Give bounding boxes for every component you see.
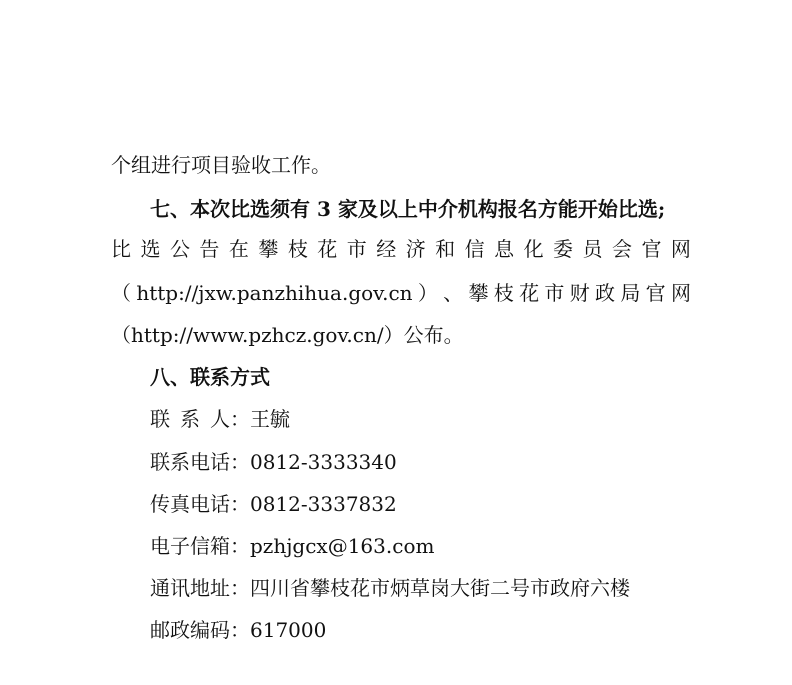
char: 官 bbox=[641, 237, 662, 261]
contact-label bbox=[150, 406, 230, 432]
paren-open: （ bbox=[111, 281, 131, 305]
char: 选 bbox=[140, 237, 161, 261]
paren-close: ） bbox=[417, 281, 438, 305]
section-7-line-4: （http://www.pzhcz.gov.cn/）公布。 bbox=[111, 323, 464, 347]
char: 攀 bbox=[468, 281, 489, 305]
char: 市 bbox=[346, 237, 367, 261]
contact-value: 0812-3337832 bbox=[250, 492, 397, 516]
char: 信 bbox=[464, 237, 485, 261]
char: 财 bbox=[569, 281, 590, 305]
section-7-line-2 bbox=[111, 236, 691, 262]
char: 局 bbox=[620, 281, 641, 305]
char: 网 bbox=[670, 237, 691, 261]
char: 枝 bbox=[493, 281, 514, 305]
contact-value: 四川省攀枝花市炳草岗大街二号市政府六楼 bbox=[250, 576, 630, 600]
section-7-line-3 bbox=[111, 280, 691, 306]
contact-value: 王毓 bbox=[250, 407, 290, 431]
contact-value: 617000 bbox=[250, 618, 327, 642]
char: 济 bbox=[405, 237, 426, 261]
char: 在 bbox=[228, 237, 249, 261]
char: 市 bbox=[544, 281, 565, 305]
char: 花 bbox=[317, 237, 338, 261]
email-link[interactable]: pzhjgcx@163.com bbox=[250, 534, 435, 558]
char: 网 bbox=[670, 281, 691, 305]
contact-label: 传真电话： bbox=[150, 492, 250, 516]
char: 枝 bbox=[287, 237, 308, 261]
char: 公 bbox=[169, 237, 190, 261]
char: 花 bbox=[519, 281, 540, 305]
separator: 、 bbox=[443, 281, 464, 305]
char: 政 bbox=[595, 281, 616, 305]
char: 比 bbox=[111, 237, 131, 261]
char: 委 bbox=[553, 237, 574, 261]
char: 和 bbox=[435, 237, 456, 261]
section-7-line-1: 七、本次比选须有 3 家及以上中介机构报名方能开始比选; bbox=[150, 197, 666, 221]
section-8-heading: 八、联系方式 bbox=[150, 365, 270, 389]
char: 息 bbox=[494, 237, 515, 261]
contact-value: 0812-3333340 bbox=[250, 450, 397, 474]
char: 攀 bbox=[258, 237, 279, 261]
char: 会 bbox=[611, 237, 632, 261]
char: 告 bbox=[199, 237, 220, 261]
contact-row-email bbox=[150, 533, 434, 559]
colon: ： bbox=[230, 407, 250, 431]
char: 经 bbox=[376, 237, 397, 261]
contact-row-postcode bbox=[150, 617, 326, 643]
char: 人 bbox=[210, 407, 230, 431]
contact-label: 联系电话： bbox=[150, 450, 250, 474]
char: 系 bbox=[180, 407, 200, 431]
contact-label: 通讯地址： bbox=[150, 576, 250, 600]
contact-row-phone bbox=[150, 449, 397, 475]
contact-row-person bbox=[150, 406, 290, 432]
char: 官 bbox=[645, 281, 666, 305]
contact-label: 电子信箱： bbox=[150, 534, 250, 558]
contact-row-address bbox=[150, 575, 630, 601]
contact-label: 邮政编码： bbox=[150, 618, 250, 642]
char: 化 bbox=[523, 237, 544, 261]
char: 员 bbox=[582, 237, 603, 261]
contact-row-fax bbox=[150, 491, 397, 517]
text-line-1: 个组进行项目验收工作。 bbox=[111, 153, 331, 177]
url-link-jxw[interactable]: http://jxw.panzhihua.gov.cn bbox=[136, 281, 413, 305]
char: 联 bbox=[150, 407, 170, 431]
